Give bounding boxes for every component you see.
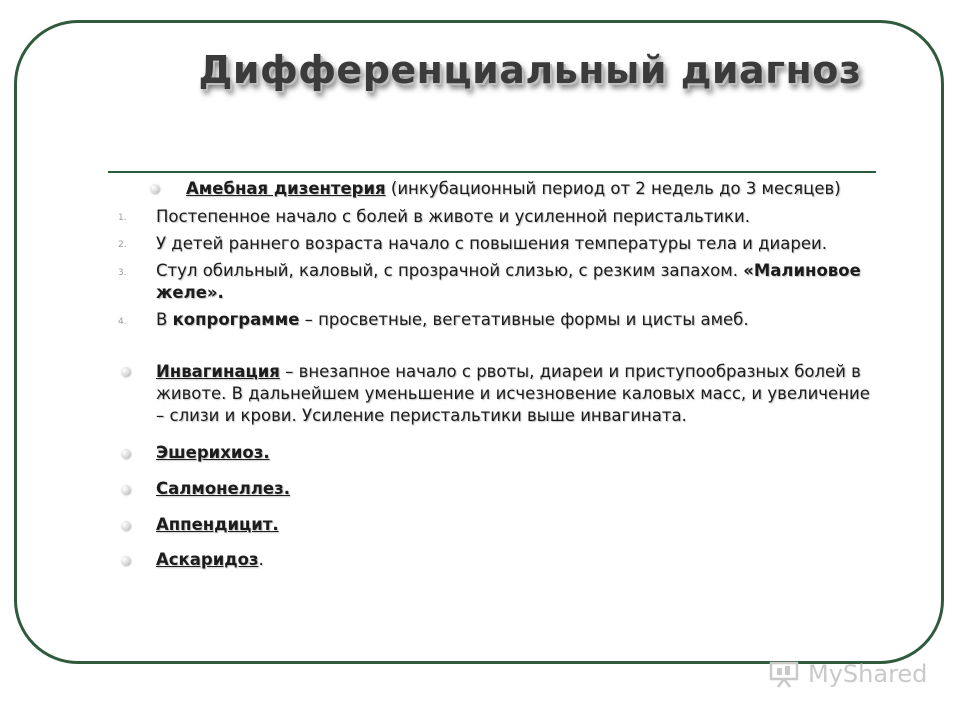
diagnosis-item: Эшерихиоз. <box>156 443 270 462</box>
diagnosis-item: Аппендицит. <box>156 515 279 534</box>
amoebic-heading: Амебная дизентерия (инкубационный период от 2 недель до 3 месяцев) <box>186 179 841 198</box>
list-item: Стул обильный, каловый, с прозрачной слизью, с резким запахом. «Малиновое желе». <box>156 261 861 302</box>
list-item: У детей раннего возраста начало с повышения температуры тела и диареи. <box>156 234 827 253</box>
list-number: 3. <box>118 268 127 278</box>
bullet-icon <box>121 485 130 494</box>
bullet-icon <box>121 449 130 458</box>
bullet-icon <box>121 367 130 376</box>
bullet-icon <box>121 556 130 565</box>
watermark-text: MyShared <box>808 660 928 688</box>
title-divider <box>108 171 876 173</box>
bullet-icon <box>121 521 130 530</box>
list-item: Постепенное начало с болей в животе и усиленной перистальтики. <box>156 207 750 226</box>
presentation-board-icon <box>768 660 802 688</box>
list-number: 4. <box>118 317 127 327</box>
bullet-icon <box>150 184 159 193</box>
slide-frame <box>14 20 944 664</box>
diagnosis-item: Салмонеллез. <box>156 479 290 498</box>
slide-title: Дифференциальный диагноз <box>198 48 862 92</box>
list-number: 2. <box>118 240 127 250</box>
list-item: В копрограмме – просветные, вегетативные формы и цисты амеб. <box>156 310 749 329</box>
watermark <box>768 660 928 688</box>
invagination-text: Инвагинация – внезапное начало с рвоты, диареи и приступообразных болей в животе. В дальнейшем уменьшение и исчезновение каловых масс, и увеличение – слизи и крови. Усиление перистальтики выше инвагината. <box>156 362 870 425</box>
list-number: 1. <box>118 213 127 223</box>
diagnosis-item: Аскаридоз. <box>156 550 264 569</box>
